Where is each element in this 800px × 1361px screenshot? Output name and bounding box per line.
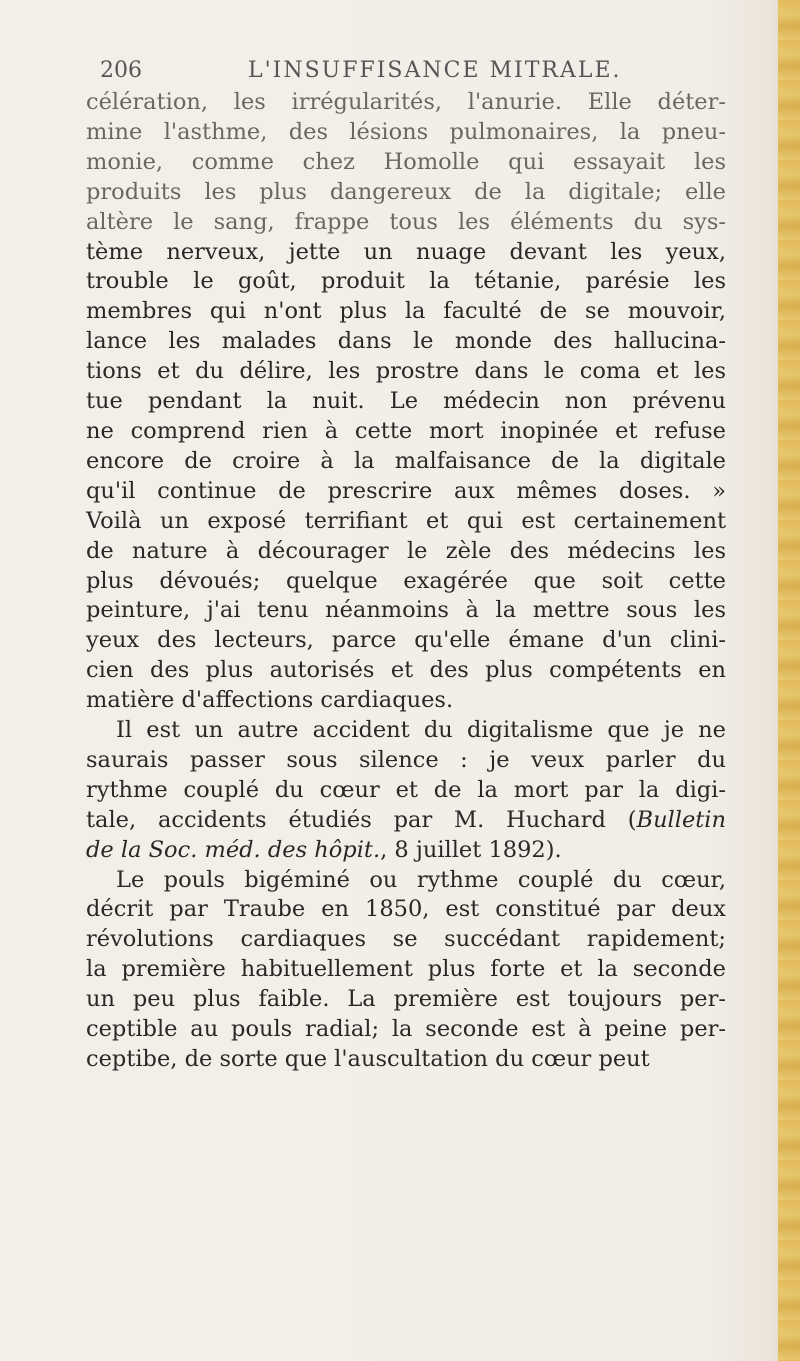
page-edge — [778, 0, 800, 1361]
text-line — [86, 836, 726, 866]
text-line: monie, comme chez Homolle qui essayait les — [86, 148, 726, 175]
text-line: saurais passer sous silence : je veux parler du — [86, 746, 726, 773]
text-line: encore de croire à la malfaisance de la digitale — [86, 447, 726, 474]
text-line: décrit par Traube en 1850, est constitué par deux — [86, 896, 726, 923]
page-number: 206 — [100, 58, 142, 83]
text-line — [86, 806, 726, 836]
text-line: matière d'affections cardiaques. — [86, 687, 454, 714]
text-line: plus dévoués; quelque exagérée que soit cette — [86, 567, 726, 594]
body-text — [86, 88, 726, 1075]
page-header — [100, 58, 780, 88]
paragraph-1 — [86, 88, 726, 716]
text-line: ne comprend rien à cette mort inopinée et refuse — [86, 417, 726, 444]
text-line: tue pendant la nuit. Le médecin non prévenu — [86, 388, 726, 415]
text-line: peinture, j'ai tenu néanmoins à la mettre sous les — [86, 597, 726, 624]
text-line: lance les malades dans le monde des hallucina- — [86, 328, 726, 355]
text-line: mine l'asthme, des lésions pulmonaires, la pneu- — [86, 118, 726, 145]
text-line: trouble le goût, produit la tétanie, parésie les — [86, 268, 726, 295]
text-line: altère le sang, frappe tous les éléments du sys- — [86, 208, 726, 235]
text-line: ceptibe, de sorte que l'auscultation du cœur peut — [86, 1046, 650, 1072]
running-title: L'INSUFFISANCE MITRALE. — [248, 58, 622, 83]
text-line: produits les plus dangereux de la digitale; elle — [86, 178, 726, 205]
citation-journal: Bulletin — [636, 806, 726, 833]
text-line: ceptible au pouls radial; la seconde est à peine per- — [86, 1016, 726, 1043]
citation-journal-cont: de la Soc. méd. des hôpit. — [86, 836, 381, 863]
text-line: qu'il continue de prescrire aux mêmes doses. » — [86, 477, 726, 504]
paragraph-3 — [86, 866, 726, 1075]
text-line: la première habituellement plus forte et la seconde — [86, 956, 726, 983]
text-line: Il est un autre accident du digitalisme que je ne — [116, 717, 726, 744]
text-line: célération, les irrégularités, l'anurie. Elle déter- — [86, 89, 726, 115]
text-line: membres qui n'ont plus la faculté de se mouvoir, — [86, 298, 726, 325]
text-line: rythme couplé du cœur et de la mort par la digi- — [86, 776, 726, 803]
text-line: de nature à décourager le zèle des médecins les — [86, 537, 726, 564]
text-line: un peu plus faible. La première est toujours per- — [86, 986, 726, 1013]
text-line: Voilà un exposé terrifiant et qui est certainement — [86, 507, 726, 534]
text-line: cien des plus autorisés et des plus compétents en — [86, 657, 726, 684]
text-line: Le pouls bigéminé ou rythme couplé du cœur, — [116, 866, 726, 893]
text-line: tème nerveux, jette un nuage devant les yeux, — [86, 238, 726, 265]
text-line: yeux des lecteurs, parce qu'elle émane d'un clini- — [86, 627, 726, 654]
paragraph-2 — [86, 716, 726, 866]
text-fragment: tale, accidents étudiés par M. Huchard ( — [86, 806, 637, 833]
text-line: révolutions cardiaques se succédant rapidement; — [86, 926, 726, 953]
citation-date: , 8 juillet 1892). — [380, 836, 562, 863]
text-line: tions et du délire, les prostre dans le coma et les — [86, 358, 726, 385]
